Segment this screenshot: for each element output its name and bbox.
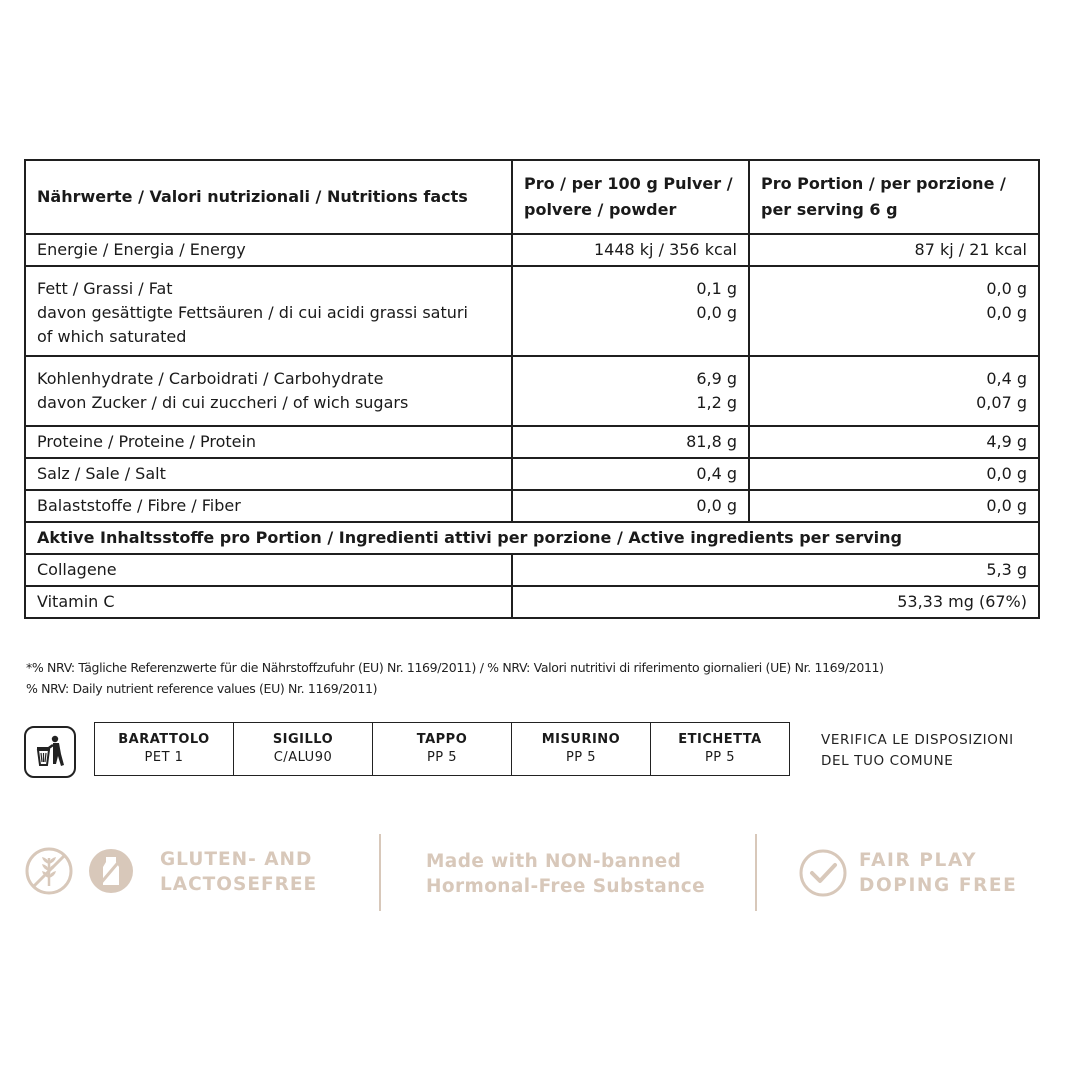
carbs-per100: 6,9 g 1,2 g	[512, 356, 749, 426]
table-header-row	[25, 160, 1039, 234]
fat-label: Fett / Grassi / Fat davon gesättigte Fettsäuren / di cui acidi grassi saturi of which saturated	[25, 266, 512, 356]
recycling-notice-line-1: VERIFICA LE DISPOSIZIONI	[821, 732, 1014, 748]
table-row-vitamin-c	[25, 586, 1039, 618]
nutrition-table	[24, 159, 1040, 619]
energy-per100: 1448 kj / 356 kcal	[512, 234, 749, 266]
fiber-label: Balaststoffe / Fibre / Fiber	[25, 490, 512, 522]
table-row-collagene	[25, 554, 1039, 586]
energy-serving: 87 kj / 21 kcal	[749, 234, 1039, 266]
active-ingredients-heading: Aktive Inhaltsstoffe pro Portion / Ingredienti attivi per porzione / Active ingredients per serving	[25, 522, 1039, 554]
vitamin-c-label: Vitamin C	[25, 586, 512, 618]
recycling-item-sigillo: SIGILLO C/ALU90	[234, 723, 373, 776]
table-row-energy	[25, 234, 1039, 266]
salt-per100: 0,4 g	[512, 458, 749, 490]
table-row-fat	[25, 266, 1039, 356]
recycling-notice	[821, 730, 1014, 772]
fiber-serving: 0,0 g	[749, 490, 1039, 522]
table-row-salt	[25, 458, 1039, 490]
fat-serving: 0,0 g 0,0 g	[749, 266, 1039, 356]
no-gluten-icon	[24, 846, 74, 901]
carbs-label: Kohlenhydrate / Carboidrati / Carbohydrate davon Zucker / di cui zuccheri / of wich sugars	[25, 356, 512, 426]
recycling-item-barattolo: BARATTOLO PET 1	[95, 723, 234, 776]
table-row-carbs	[25, 356, 1039, 426]
header-label: Nährwerte / Valori nutrizionali / Nutritions facts	[25, 160, 512, 234]
recycling-item-etichetta: ETICHETTA PP 5	[651, 723, 790, 776]
collagene-serving: 5,3 g	[512, 554, 1039, 586]
recycling-table	[94, 722, 790, 776]
energy-label: Energie / Energia / Energy	[25, 234, 512, 266]
carbs-serving: 0,4 g 0,07 g	[749, 356, 1039, 426]
hormone-claim-line-1: Made with NON-banned	[426, 851, 682, 872]
recycling-item-tappo: TAPPO PP 5	[373, 723, 512, 776]
fair-play-line-1: FAIR PLAY	[859, 850, 978, 871]
collagene-label: Collagene	[25, 554, 512, 586]
recycle-bin-icon	[24, 726, 76, 778]
active-ingredients-heading-row	[25, 522, 1039, 554]
header-per100: Pro / per 100 g Pulver / polvere / powder	[512, 160, 749, 234]
badge-divider	[755, 834, 757, 911]
badge-divider	[379, 834, 381, 911]
gluten-claim-line-2: LACTOSEFREE	[160, 874, 318, 895]
gluten-lactose-free-claim	[160, 847, 317, 897]
checkmark-circle-icon	[798, 848, 848, 903]
fat-per100: 0,1 g 0,0 g	[512, 266, 749, 356]
protein-label: Proteine / Proteine / Protein	[25, 426, 512, 458]
vitamin-c-serving: 53,33 mg (67%)	[512, 586, 1039, 618]
hormone-free-claim	[426, 849, 705, 899]
fair-play-line-2: DOPING FREE	[859, 875, 1018, 896]
salt-serving: 0,0 g	[749, 458, 1039, 490]
protein-serving: 4,9 g	[749, 426, 1039, 458]
gluten-claim-line-1: GLUTEN- AND	[160, 849, 313, 870]
footnote-line-2: % NRV: Daily nutrient reference values (EU) Nr. 1169/2011)	[26, 681, 378, 696]
table-row-protein	[25, 426, 1039, 458]
hormone-claim-line-2: Hormonal-Free Substance	[426, 876, 706, 897]
recycling-notice-line-2: DEL TUO COMUNE	[821, 753, 954, 769]
protein-per100: 81,8 g	[512, 426, 749, 458]
header-per-serving: Pro Portion / per porzione / per serving 6 g	[749, 160, 1039, 234]
salt-label: Salz / Sale / Salt	[25, 458, 512, 490]
nrv-footnotes	[26, 657, 1056, 699]
footnote-line-1: *% NRV: Tägliche Referenzwerte für die Nährstoffzufuhr (EU) Nr. 1169/2011) / % NRV: Valori nutritivi di riferimento giornalieri (UE) Nr. 1169/2011)	[26, 660, 884, 675]
fiber-per100: 0,0 g	[512, 490, 749, 522]
recycling-item-misurino: MISURINO PP 5	[512, 723, 651, 776]
fair-play-claim	[859, 848, 1017, 898]
table-row-fiber	[25, 490, 1039, 522]
no-lactose-icon	[86, 846, 136, 901]
